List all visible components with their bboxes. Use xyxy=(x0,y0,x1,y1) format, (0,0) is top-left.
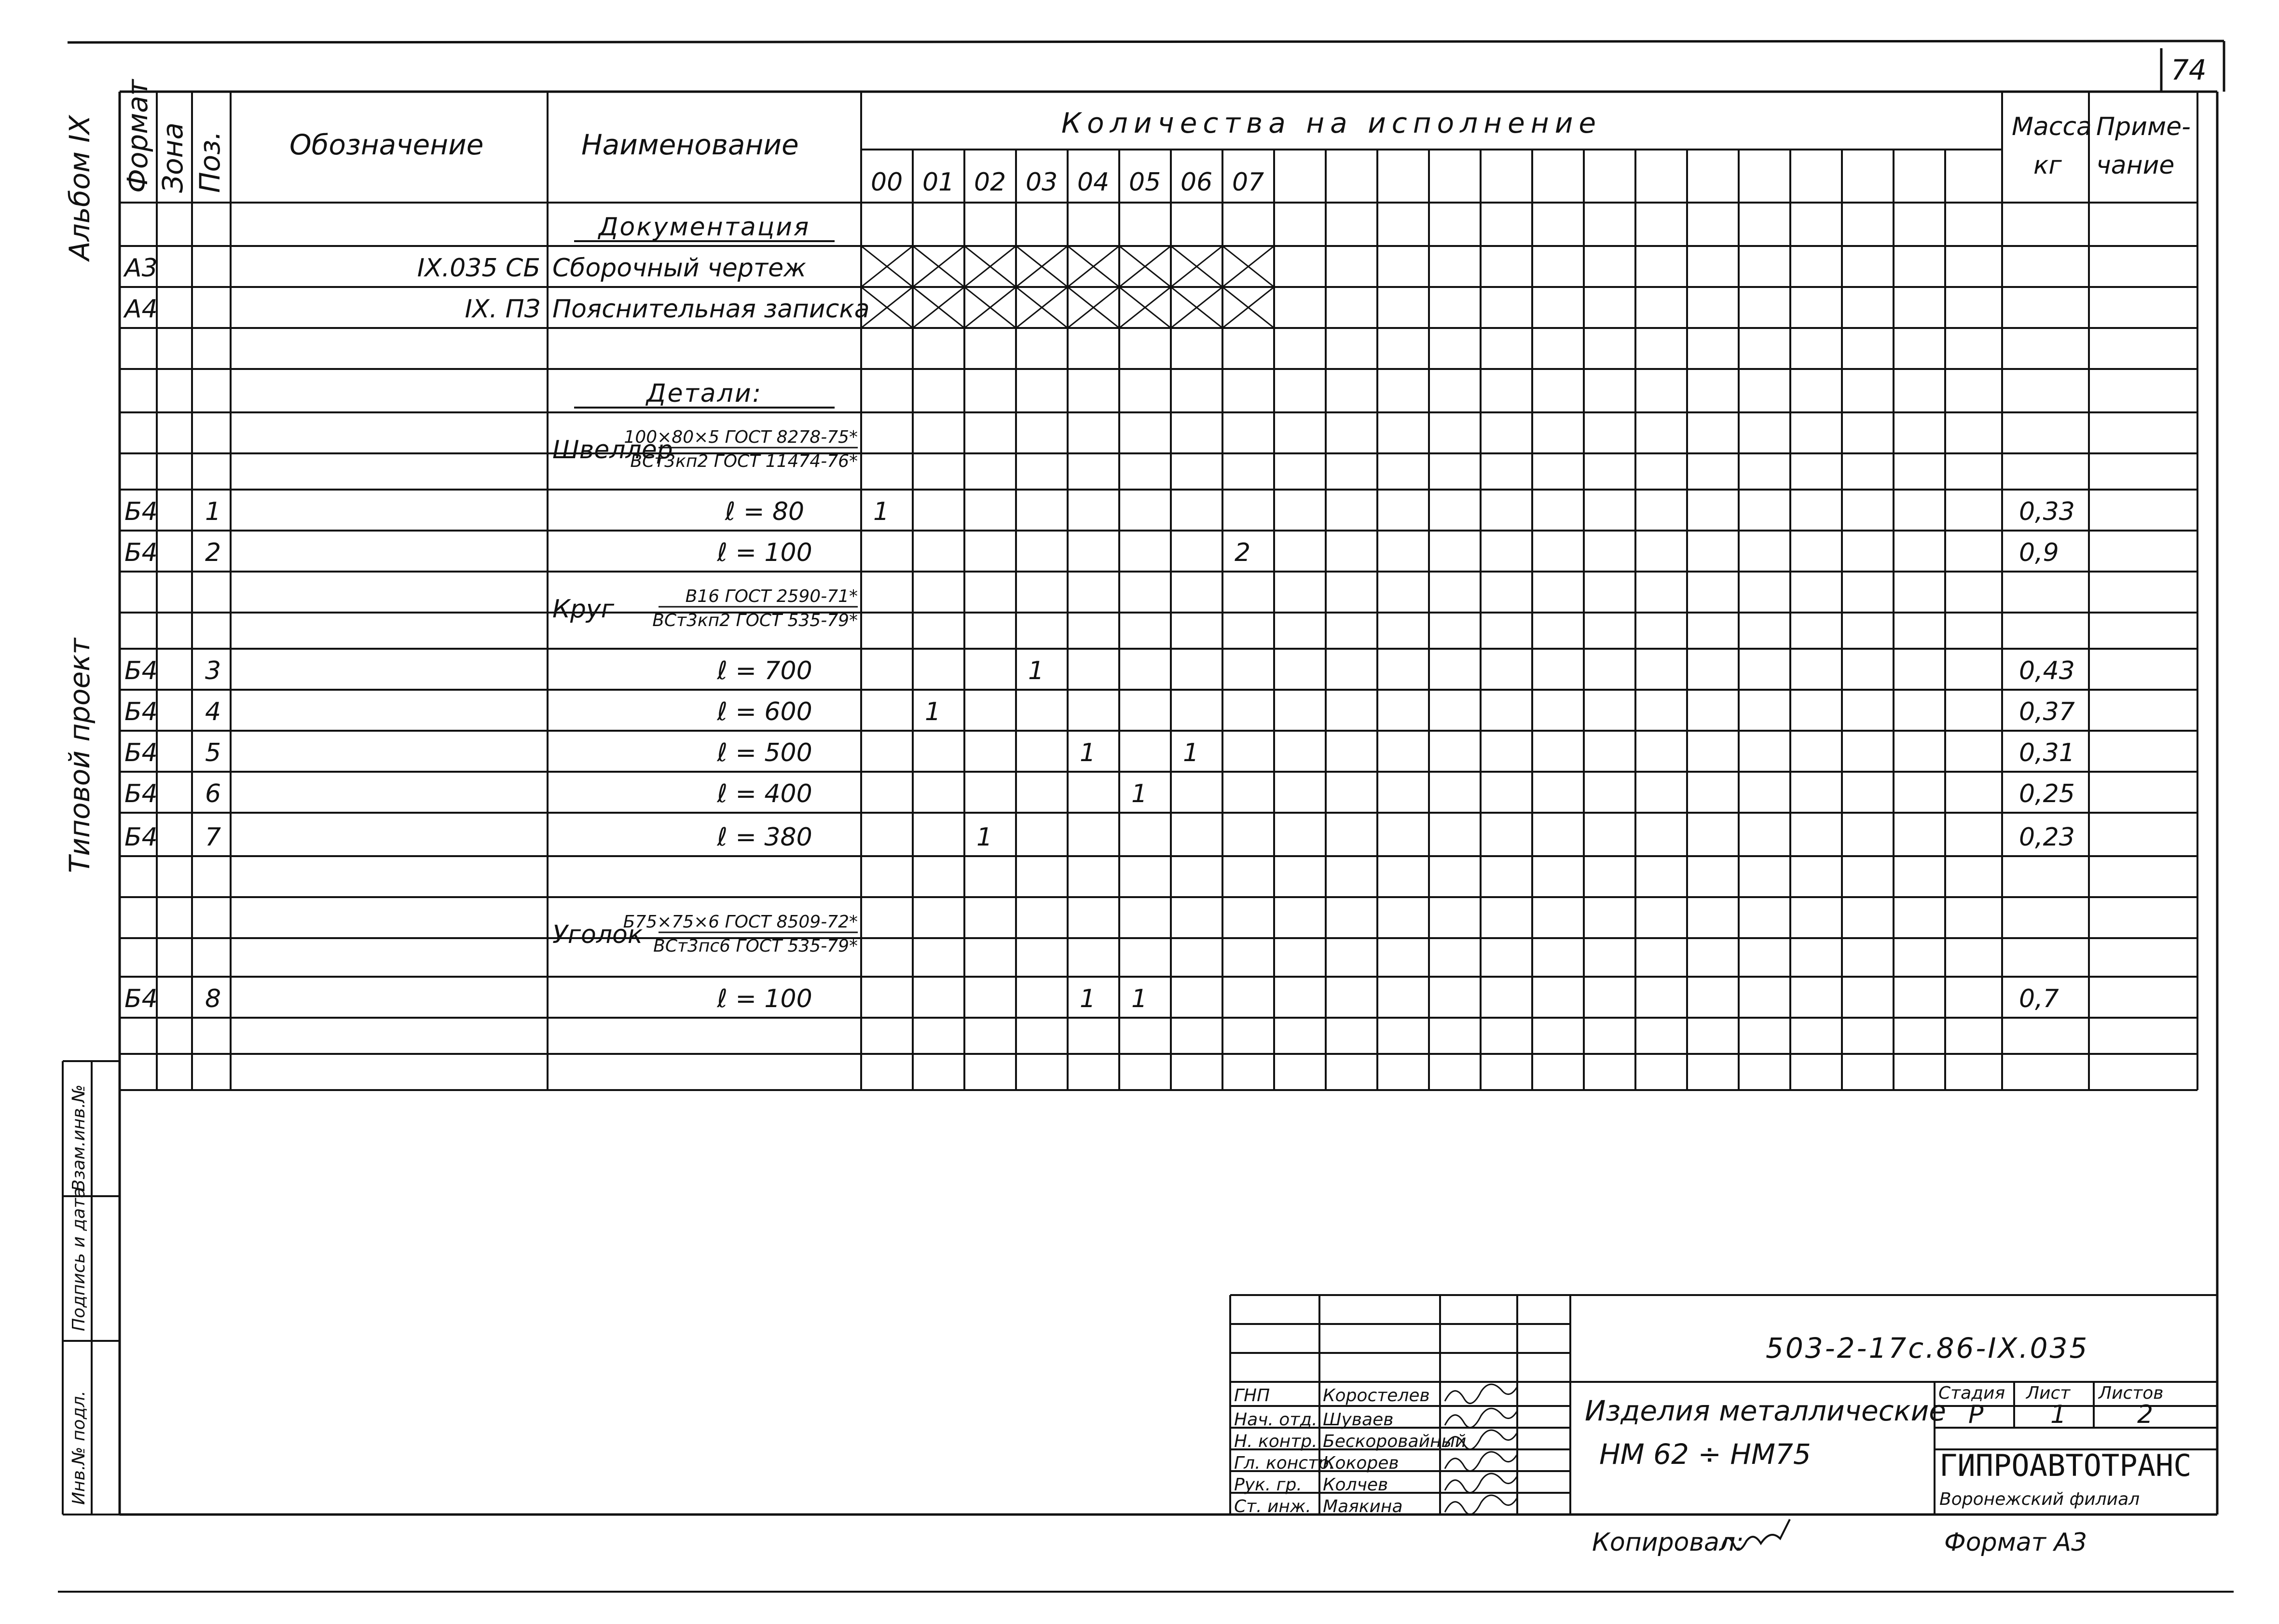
row-format: А3 xyxy=(124,254,158,283)
row-spec-bottom: ВСт3кп2 ГОСТ 11474-76* xyxy=(630,451,858,471)
person-role: Гл. констр. xyxy=(1234,1453,1335,1473)
col-note-2: чание xyxy=(2096,151,2175,180)
row-mass: 0,23 xyxy=(2019,823,2075,852)
variant-header: 07 xyxy=(1232,168,1264,197)
row-mass: 0,37 xyxy=(2019,697,2075,726)
row-name: Уголок xyxy=(552,920,643,949)
row-qty: 1 xyxy=(1028,656,1044,685)
row-qty: 1 xyxy=(1131,984,1148,1013)
signature-scribble xyxy=(1445,1474,1517,1493)
col-mass-unit: кг xyxy=(2033,151,2062,180)
col-mass: Масса xyxy=(2012,112,2092,141)
row-pos: 7 xyxy=(205,823,221,852)
doc-title: Изделия металлические xyxy=(1585,1394,1946,1427)
row-format: Б4 xyxy=(124,738,158,767)
spec-grid xyxy=(120,92,2197,1090)
format-label: Формат А3 xyxy=(1944,1528,2087,1557)
stamp-replace: Взам.инв.№ xyxy=(69,1084,89,1191)
table-row xyxy=(124,984,2059,1013)
sheet-label: Лист xyxy=(2026,1383,2071,1403)
row-name: Сборочный чертеж xyxy=(552,254,806,283)
row-designation: IX. ПЗ xyxy=(465,295,540,324)
row-qty: 1 xyxy=(976,823,993,852)
row-name: ℓ = 380 xyxy=(717,823,812,852)
person-role: Н. контр. xyxy=(1234,1432,1318,1451)
row-pos: 2 xyxy=(205,538,221,567)
row-mass: 0,9 xyxy=(2019,538,2059,567)
row-format: Б4 xyxy=(124,697,158,726)
col-designation: Обозначение xyxy=(289,128,484,161)
project-label: Типовой проект xyxy=(63,638,96,873)
signature-row xyxy=(1234,1408,1517,1430)
row-qty: 1 xyxy=(1131,779,1148,808)
row-mass: 0,33 xyxy=(2019,497,2075,526)
person-name: Кокорев xyxy=(1323,1453,1399,1473)
col-note: Приме- xyxy=(2096,112,2191,141)
row-name: ℓ = 100 xyxy=(717,984,812,1013)
table-row xyxy=(124,656,2075,685)
variant-header: 04 xyxy=(1077,168,1110,197)
row-heading: Документация xyxy=(598,213,810,242)
col-zone: Зона xyxy=(156,122,189,193)
table-row xyxy=(124,779,2075,808)
signature-row xyxy=(1234,1384,1517,1406)
person-name: Шувaeв xyxy=(1323,1410,1394,1430)
signature-scribble xyxy=(1445,1384,1517,1404)
row-mass: 0,31 xyxy=(2019,738,2075,767)
variant-header: 06 xyxy=(1181,168,1213,197)
table-row xyxy=(124,823,2075,852)
person-name: Коростелев xyxy=(1323,1386,1430,1406)
copied-label: Копировал: xyxy=(1592,1528,1744,1557)
row-spec-top: 100×80×5 ГОСТ 8278-75* xyxy=(624,427,858,447)
row-spec-top: В16 ГОСТ 2590-71* xyxy=(685,587,858,606)
table-header xyxy=(121,78,2191,197)
row-format: Б4 xyxy=(124,779,158,808)
title-block-text xyxy=(1234,1332,2192,1516)
row-format: Б4 xyxy=(124,538,158,567)
row-name: Швеллер xyxy=(552,436,673,464)
row-name: ℓ = 500 xyxy=(717,738,812,767)
row-format: Б4 xyxy=(124,656,158,685)
col-name: Наименование xyxy=(581,128,799,161)
signature-row xyxy=(1234,1495,1517,1516)
row-qty: 1 xyxy=(925,697,941,726)
col-format: Формат xyxy=(121,79,154,193)
table-row xyxy=(574,379,835,408)
row-pos: 4 xyxy=(205,697,221,726)
row-qty: 2 xyxy=(1235,538,1251,567)
table-row xyxy=(574,213,835,242)
person-role: Рук. гр. xyxy=(1234,1475,1302,1495)
row-format: Б4 xyxy=(124,497,158,526)
variant-header: 03 xyxy=(1026,168,1058,197)
signature-scribble xyxy=(1445,1452,1517,1471)
org-branch: Воронежский филиал xyxy=(1939,1489,2140,1509)
page-number: 74 xyxy=(2171,54,2207,86)
row-name: ℓ = 600 xyxy=(717,697,812,726)
table-row xyxy=(124,697,2075,726)
person-name: Маякина xyxy=(1323,1497,1403,1516)
doc-subtitle: НМ 62 ÷ НМ75 xyxy=(1599,1438,1811,1471)
row-name: Круг xyxy=(552,595,615,624)
row-qty: 1 xyxy=(1183,738,1199,767)
doc-code: 503-2-17с.86-IX.035 xyxy=(1766,1332,2089,1365)
person-name: Бескоровайный xyxy=(1323,1432,1467,1451)
org-name: ГИПРОАВТОТРАНС xyxy=(1939,1448,2192,1483)
signature-scribble xyxy=(1445,1408,1517,1428)
sheets-label: Листов xyxy=(2099,1383,2164,1403)
stamp-inv: Инв.№ подл. xyxy=(69,1391,89,1505)
row-mass: 0,7 xyxy=(2019,984,2059,1013)
col-quantity: Количества на исполнение xyxy=(1061,107,1602,139)
person-role: ГНП xyxy=(1234,1386,1270,1406)
row-name: ℓ = 100 xyxy=(717,538,812,567)
row-format: А4 xyxy=(124,295,158,324)
table-row xyxy=(552,427,858,471)
row-pos: 8 xyxy=(205,984,221,1013)
variant-header: 02 xyxy=(974,168,1006,197)
row-mass: 0,43 xyxy=(2019,656,2075,685)
row-format: Б4 xyxy=(124,823,158,852)
row-spec-bottom: ВСт3кп2 ГОСТ 535-79* xyxy=(652,611,858,630)
signature-row xyxy=(1234,1452,1517,1473)
signature-row xyxy=(1234,1430,1517,1451)
table-row xyxy=(123,295,870,324)
person-role: Нач. отд. xyxy=(1234,1410,1318,1430)
sheet-value: 1 xyxy=(2050,1400,2067,1429)
table-row xyxy=(123,254,806,283)
row-mass: 0,25 xyxy=(2019,779,2075,808)
variant-header: 01 xyxy=(922,168,955,197)
row-name: ℓ = 700 xyxy=(717,656,812,685)
table-row xyxy=(124,538,2059,567)
variant-header: 05 xyxy=(1129,168,1161,197)
col-pos: Поз. xyxy=(193,131,226,193)
row-pos: 3 xyxy=(205,656,221,685)
row-pos: 6 xyxy=(205,779,221,808)
signature-row xyxy=(1234,1474,1517,1495)
row-heading: Детали: xyxy=(646,379,763,408)
signature-scribble xyxy=(1445,1495,1517,1515)
row-designation: IX.035 СБ xyxy=(417,254,540,283)
stage-label: Стадия xyxy=(1938,1383,2005,1403)
row-format: Б4 xyxy=(124,984,158,1013)
row-spec-bottom: ВСт3пс6 ГОСТ 535-79* xyxy=(653,936,858,956)
row-qty: 1 xyxy=(873,497,890,526)
row-pos: 5 xyxy=(205,738,221,767)
row-spec-top: Б75×75×6 ГОСТ 8509-72* xyxy=(623,912,858,932)
person-name: Колчев xyxy=(1323,1475,1388,1495)
person-role: Ст. инж. xyxy=(1234,1497,1311,1516)
row-name: ℓ = 80 xyxy=(725,497,805,526)
table-row xyxy=(124,497,2075,526)
table-row xyxy=(552,912,858,956)
row-pos: 1 xyxy=(205,497,221,526)
stamp-sign: Подпись и дата xyxy=(69,1187,89,1331)
row-name: Пояснительная записка xyxy=(552,295,870,324)
table-row xyxy=(552,587,858,630)
sheets-value: 2 xyxy=(2137,1400,2154,1429)
variant-header: 00 xyxy=(871,168,903,197)
album-label: Альбом IX xyxy=(63,115,96,260)
row-qty: 1 xyxy=(1080,984,1096,1013)
table-row xyxy=(124,738,2075,767)
row-qty: 1 xyxy=(1080,738,1096,767)
row-name: ℓ = 400 xyxy=(717,779,812,808)
stage-value: Р xyxy=(1968,1400,1984,1429)
